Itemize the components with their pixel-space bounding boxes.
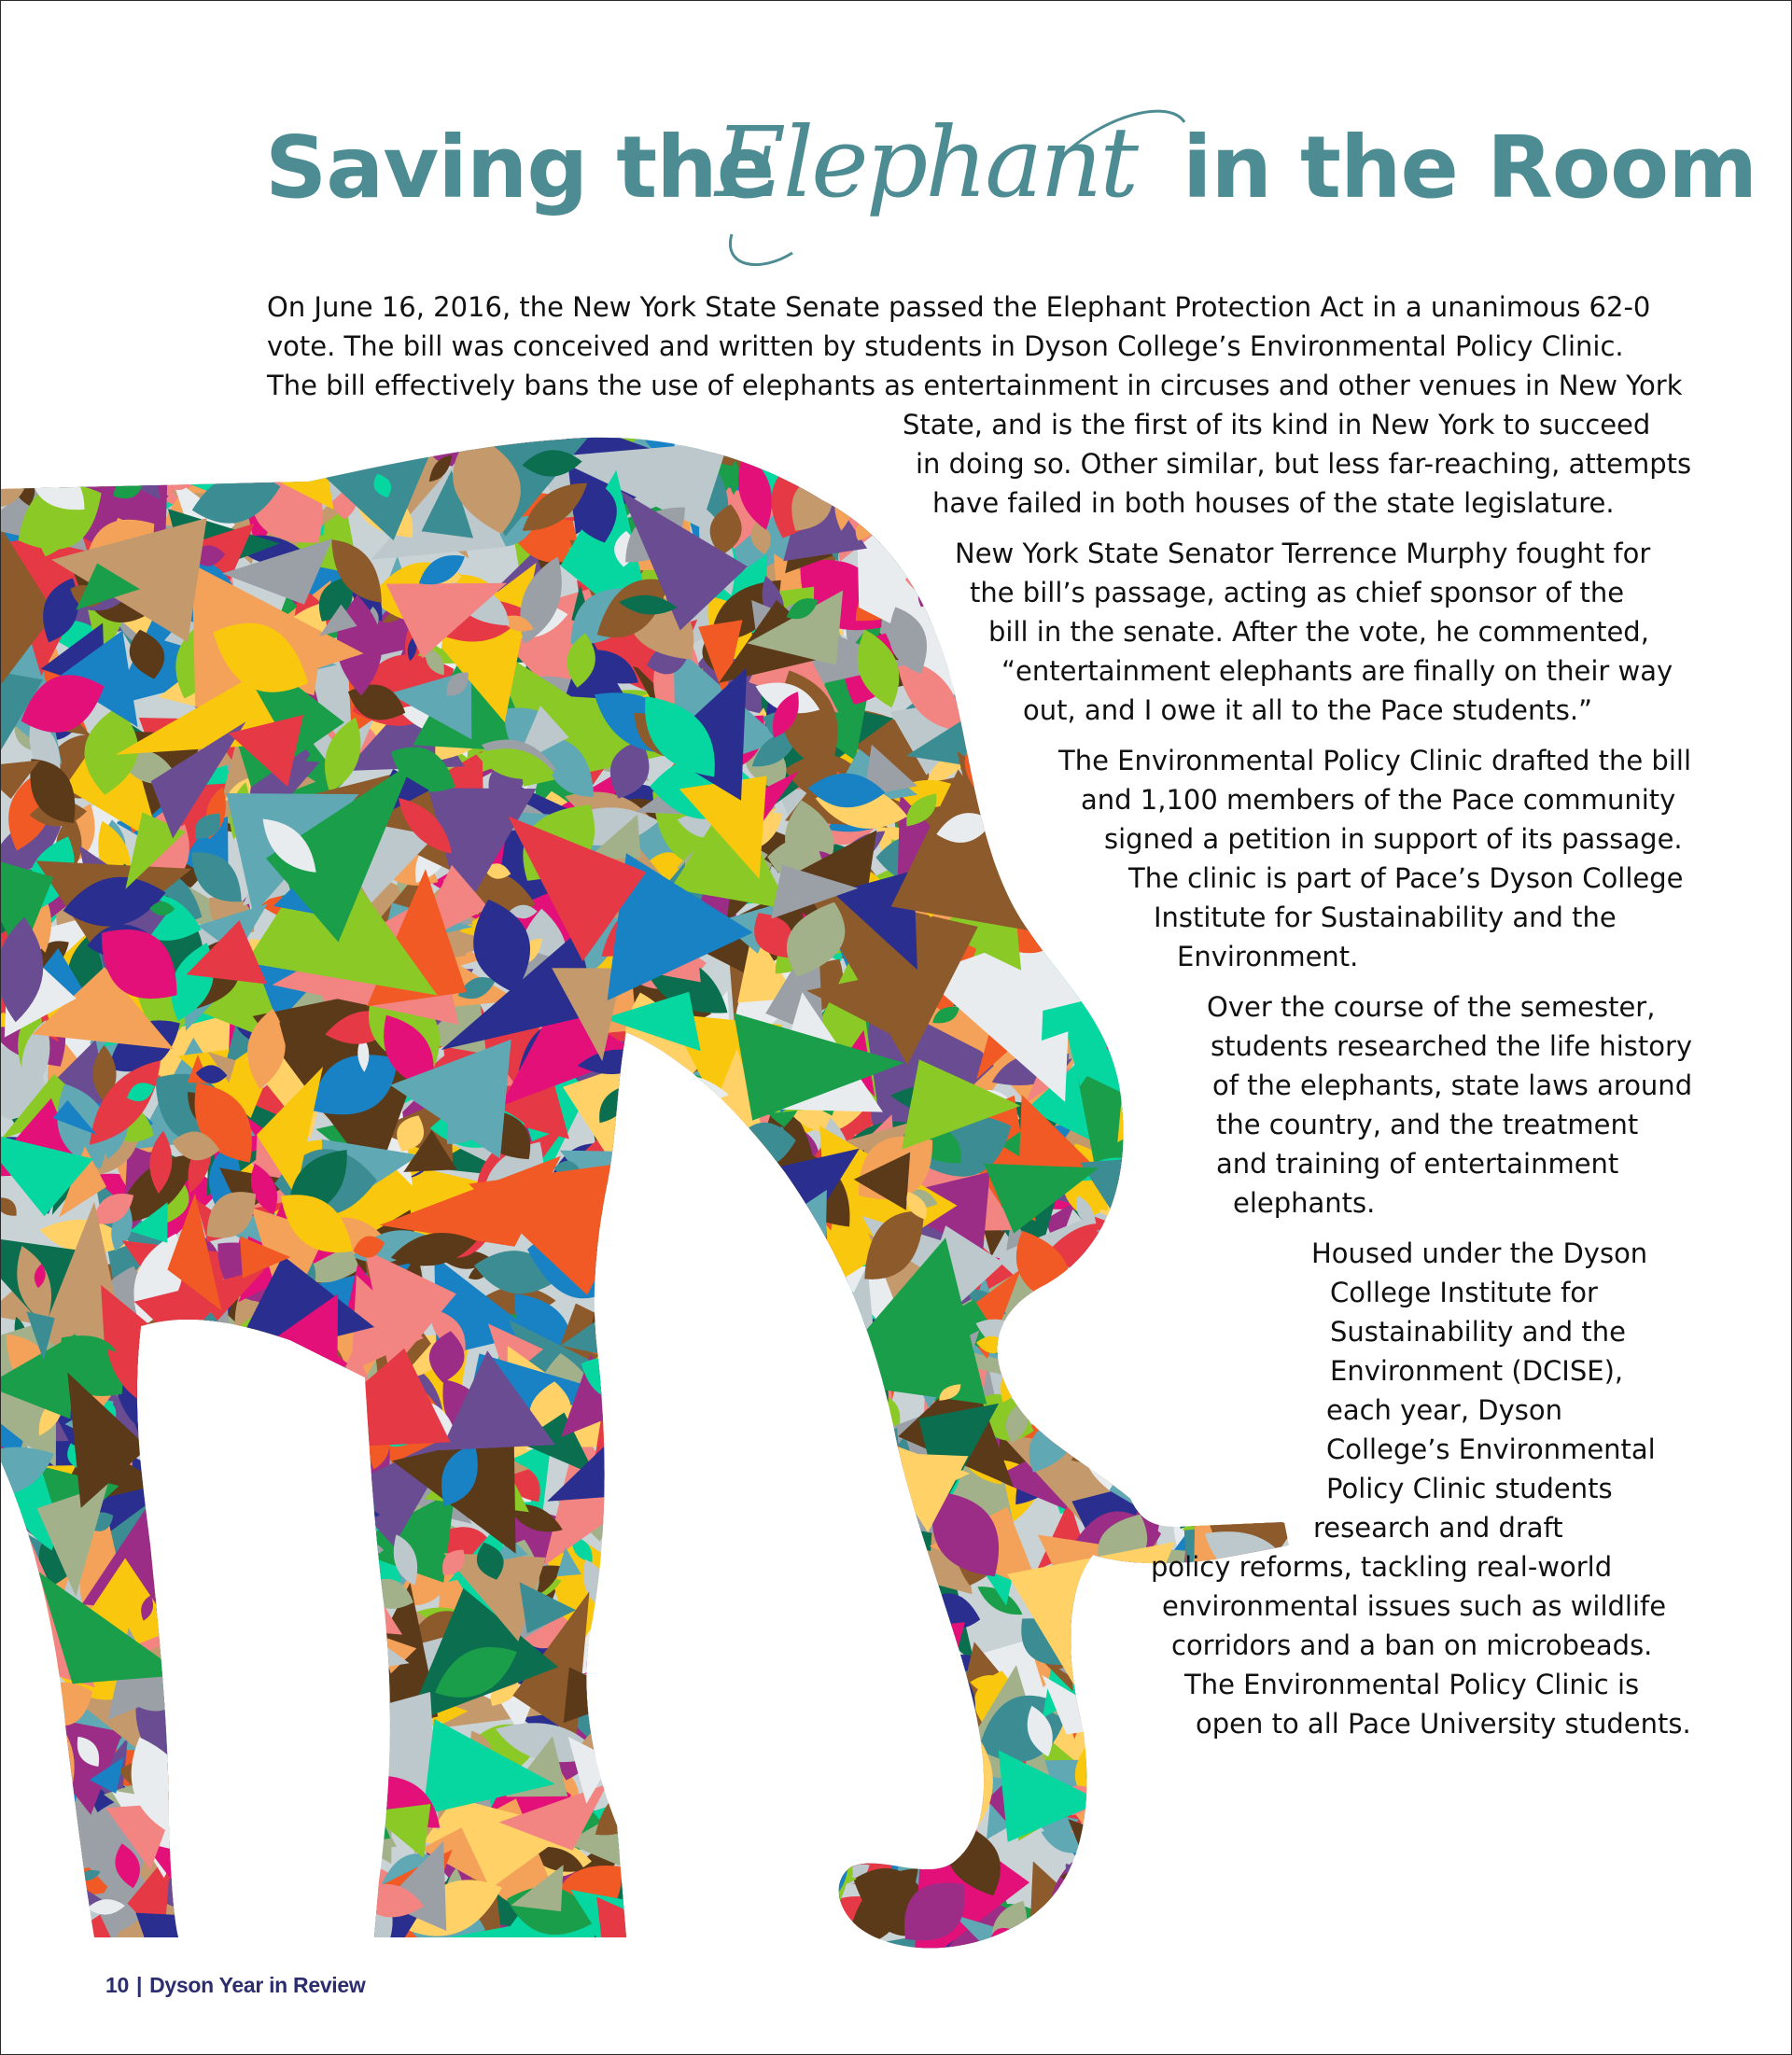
title-part-2: in the Room <box>1183 118 1757 217</box>
mosaic-piece <box>714 1868 749 1897</box>
paragraph-5-line: Policy Clinic students <box>1326 1473 1613 1504</box>
mosaic-piece <box>1185 1796 1299 1936</box>
paragraph-5-line: Environment (DCISE), <box>1330 1355 1624 1387</box>
mosaic-piece <box>734 1824 844 1904</box>
mosaic-piece <box>1 1794 57 1876</box>
mosaic-piece <box>182 1788 270 1864</box>
mosaic-piece <box>1150 1861 1218 1908</box>
mosaic-piece <box>820 1849 853 1878</box>
paragraph-5-line: policy reforms, tackling real-world <box>1151 1551 1613 1583</box>
mosaic-piece <box>30 1774 66 1853</box>
mosaic-piece <box>1169 1835 1205 1892</box>
paragraph-5-line: each year, Dyson <box>1326 1394 1563 1426</box>
mosaic-piece <box>1084 1798 1136 1843</box>
article-body <box>1 1 1792 1774</box>
mosaic-piece <box>576 1952 604 1956</box>
mosaic-piece <box>1135 1858 1186 1883</box>
mosaic-piece <box>348 1793 373 1861</box>
mosaic-piece <box>310 1936 352 1956</box>
mosaic-piece <box>1119 1881 1151 1921</box>
mosaic-piece <box>1168 1850 1223 1899</box>
paragraph-3-line: and 1,100 members of the Pace community <box>1081 784 1676 816</box>
mosaic-piece <box>1127 1938 1163 1956</box>
mosaic-piece <box>687 1873 793 1956</box>
mosaic-piece <box>1 1843 18 1891</box>
paragraph-3-line: signed a petition in support of its passage. <box>1104 823 1683 855</box>
paragraph-4-line: Over the course of the semester, <box>1207 991 1656 1023</box>
mosaic-piece <box>1185 1929 1203 1952</box>
mosaic-piece <box>1162 1846 1231 1951</box>
mosaic-piece <box>212 1855 229 1880</box>
mosaic-piece <box>327 1811 362 1835</box>
mosaic-piece <box>1072 1852 1110 1877</box>
mosaic-piece <box>192 1786 273 1889</box>
mosaic-piece <box>242 1853 271 1871</box>
mosaic-piece <box>5 1914 46 1946</box>
mosaic-piece <box>720 1831 792 1905</box>
mosaic-piece <box>1085 1900 1168 1933</box>
mosaic-piece <box>1212 1941 1286 1956</box>
paragraph-5-line: College Institute for <box>1330 1277 1598 1308</box>
mosaic-piece <box>1 1762 75 1922</box>
mosaic-piece <box>315 1795 390 1839</box>
mosaic-piece <box>831 1801 857 1835</box>
mosaic-piece <box>637 1792 742 1918</box>
mosaic-piece <box>724 1854 844 1956</box>
mosaic-piece <box>1106 1745 1227 1954</box>
mosaic-piece <box>1083 1853 1126 1897</box>
title-part-1: Saving the <box>265 118 775 217</box>
paragraph-2-line: the bill’s passage, acting as chief sponsor of the <box>970 577 1625 608</box>
mosaic-piece <box>917 1796 955 1817</box>
mosaic-piece <box>286 1783 357 1814</box>
mosaic-piece <box>627 1890 697 1950</box>
paragraph-3-line: Environment. <box>1177 941 1359 972</box>
paragraph-5-line: Sustainability and the <box>1330 1316 1626 1348</box>
mosaic-piece <box>724 1804 847 1951</box>
mosaic-piece <box>645 1893 730 1950</box>
mosaic-piece <box>1129 1843 1163 1867</box>
mosaic-piece <box>259 1813 286 1856</box>
footer-separator: | <box>135 1973 143 1997</box>
mosaic-piece <box>1199 1782 1239 1820</box>
mosaic-piece <box>1194 1795 1217 1842</box>
mosaic-piece <box>688 1879 761 1956</box>
mosaic-piece <box>1141 1862 1169 1939</box>
mosaic-piece <box>1285 1869 1298 1913</box>
mosaic-piece <box>765 1850 842 1922</box>
mosaic-piece <box>763 1886 822 1910</box>
mosaic-piece <box>208 1910 279 1956</box>
mosaic-piece <box>603 1782 746 1866</box>
mosaic-piece <box>329 1884 352 1898</box>
paragraph-2-line: out, and I owe it all to the Pace students.” <box>1023 694 1593 726</box>
mosaic-piece <box>1230 1840 1276 1896</box>
page-footer <box>105 1973 365 1998</box>
mosaic-piece <box>328 1882 372 1941</box>
paragraph-4-line: the country, and the treatment <box>1216 1109 1639 1140</box>
mosaic-piece <box>1220 1779 1275 1822</box>
mosaic-piece <box>306 1865 365 1924</box>
paragraph-5-line: College’s Environmental <box>1326 1433 1656 1465</box>
mosaic-piece <box>721 1874 778 1957</box>
mosaic-piece <box>168 1784 209 1838</box>
mosaic-piece <box>312 1856 354 1956</box>
mosaic-piece <box>868 1798 947 1825</box>
mosaic-piece <box>306 1815 341 1880</box>
mosaic-piece <box>703 1907 732 1950</box>
mosaic-piece <box>211 1877 321 1956</box>
mosaic-piece <box>1225 1858 1296 1904</box>
mosaic-piece <box>1245 1856 1292 1896</box>
mosaic-piece <box>721 1854 741 1882</box>
mosaic-piece <box>214 1920 228 1949</box>
paragraph-5-line: The Environmental Policy Clinic is <box>1184 1669 1640 1700</box>
mosaic-piece <box>1245 1940 1276 1956</box>
mosaic-piece <box>228 1814 279 1854</box>
mosaic-piece <box>638 1876 694 1936</box>
mosaic-piece <box>745 1909 762 1934</box>
mosaic-piece <box>612 1801 644 1821</box>
paragraph-4-line: and training of entertainment <box>1216 1148 1619 1180</box>
mosaic-piece <box>17 1784 50 1810</box>
mosaic-piece <box>335 1897 377 1956</box>
paragraph-1-line: in doing so. Other similar, but less far-reaching, attempts <box>916 448 1692 480</box>
paragraph-1-line: have failed in both houses of the state legislature. <box>932 487 1615 519</box>
mosaic-piece <box>1 1888 34 1954</box>
mosaic-piece <box>257 1818 333 1896</box>
mosaic-piece <box>1217 1796 1274 1842</box>
paragraph-4-line: of the elephants, state laws around <box>1212 1069 1693 1101</box>
mosaic-piece <box>1084 1791 1143 1877</box>
mosaic-piece <box>323 1786 352 1848</box>
mosaic-piece <box>1124 1881 1166 1907</box>
mosaic-piece <box>1252 1839 1280 1869</box>
mosaic-piece <box>181 1861 321 1945</box>
mosaic-piece <box>509 1949 534 1956</box>
mosaic-piece <box>801 1801 849 1831</box>
mosaic-piece <box>280 1817 334 1854</box>
mosaic-piece <box>1070 1918 1099 1938</box>
mosaic-piece <box>191 1844 285 1956</box>
paragraph-5-line: research and draft <box>1313 1512 1563 1544</box>
mosaic-piece <box>731 1764 782 1868</box>
mosaic-piece <box>533 1935 588 1956</box>
mosaic-piece <box>271 1805 302 1834</box>
mosaic-piece <box>167 1843 192 1858</box>
mosaic-piece <box>292 1887 320 1898</box>
mosaic-piece <box>260 1901 318 1956</box>
mosaic-piece <box>757 1906 822 1933</box>
mosaic-piece <box>1 1817 51 1880</box>
mosaic-piece <box>1155 1800 1172 1819</box>
paragraph-1-line: State, and is the first of its kind in New York to succeed <box>903 409 1651 440</box>
mosaic-piece <box>237 1830 306 1874</box>
mosaic-piece <box>1190 1910 1252 1957</box>
mosaic-piece <box>324 1812 392 1864</box>
paragraph-5-line: environmental issues such as wildlife <box>1162 1590 1667 1622</box>
paragraph-1-line: On June 16, 2016, the New York State Senate passed the Elephant Protection Act in a unanimous 62-0 <box>267 291 1651 323</box>
mosaic-piece <box>236 1800 301 1894</box>
mosaic-piece <box>1160 1880 1232 1956</box>
mosaic-piece <box>1055 1895 1113 1956</box>
mosaic-piece <box>1066 1864 1082 1882</box>
mosaic-piece <box>765 1791 803 1858</box>
mosaic-piece <box>671 1822 816 1917</box>
paragraph-5-line: corridors and a ban on microbeads. <box>1171 1629 1653 1661</box>
mosaic-piece <box>278 1838 347 1906</box>
mosaic-piece <box>1068 1819 1217 1935</box>
mosaic-piece <box>1297 1896 1298 1931</box>
mosaic-piece <box>1297 1889 1298 1915</box>
mosaic-piece <box>135 1913 236 1956</box>
paragraph-1-line: The bill effectively bans the use of elephants as entertainment in circuses and other venues in New York <box>267 370 1683 401</box>
mosaic-piece <box>1289 1922 1298 1956</box>
mosaic-piece <box>753 1844 851 1934</box>
paragraph-3-line: The clinic is part of Pace’s Dyson College <box>1128 862 1684 894</box>
mosaic-piece <box>1132 1843 1243 1900</box>
title-script-word: Elephant <box>715 105 1137 219</box>
mosaic-piece <box>701 1807 830 1956</box>
paragraph-5-line: Housed under the Dyson <box>1311 1237 1648 1269</box>
mosaic-piece <box>795 1845 839 1912</box>
paragraph-3-line: The Environmental Policy Clinic drafted the bill <box>1058 745 1692 776</box>
paragraph-4-line: elephants. <box>1233 1187 1376 1219</box>
mosaic-piece <box>1133 1810 1200 1863</box>
mosaic-piece <box>685 1880 759 1956</box>
mosaic-piece <box>281 1798 320 1865</box>
mosaic-piece <box>192 1774 267 1810</box>
mosaic-piece <box>1130 1931 1195 1956</box>
paragraph-4-line: students researched the life history <box>1211 1030 1693 1062</box>
mosaic-piece <box>1164 1783 1255 1841</box>
mosaic-piece <box>1198 1805 1227 1885</box>
mosaic-piece <box>691 1840 724 1887</box>
mosaic-piece <box>227 1799 379 1945</box>
mosaic-piece <box>634 1776 663 1815</box>
mosaic-piece <box>1111 1865 1156 1902</box>
mosaic-piece <box>1 1876 26 1922</box>
mosaic-piece <box>164 1804 254 1872</box>
paragraph-2-line: bill in the senate. After the vote, he commented, <box>988 616 1649 648</box>
mosaic-piece <box>744 1819 763 1841</box>
mosaic-piece <box>211 1926 222 1953</box>
mosaic-piece <box>1239 1805 1282 1864</box>
mosaic-piece <box>216 1833 313 1866</box>
mosaic-piece <box>621 1871 649 1911</box>
mosaic-piece <box>1 1838 96 1945</box>
mosaic-piece <box>634 1863 753 1956</box>
mosaic-piece <box>1089 1803 1108 1830</box>
mosaic-piece <box>286 1826 324 1866</box>
mosaic-piece <box>801 1791 905 1866</box>
mosaic-piece <box>1118 1909 1210 1956</box>
mosaic-piece <box>1184 1837 1240 1928</box>
paragraph-3-line: Institute for Sustainability and the <box>1154 902 1617 933</box>
paragraph-2-line: “entertainment elephants are finally on their way <box>1001 655 1673 687</box>
publication-name: Dyson Year in Review <box>149 1973 366 1997</box>
mosaic-piece <box>1017 1946 1073 1956</box>
paragraph-1-line: vote. The bill was conceived and written by students in Dyson College’s Environmental Policy Clinic. <box>267 330 1624 362</box>
mosaic-piece <box>206 1769 338 1869</box>
paragraph-5-line: open to all Pace University students. <box>1196 1708 1691 1740</box>
mosaic-piece <box>288 1921 338 1954</box>
mosaic-piece <box>640 1930 660 1953</box>
mosaic-piece <box>684 1782 728 1859</box>
mosaic-piece <box>41 1900 84 1957</box>
paragraph-2-line: New York State Senator Terrence Murphy fought for <box>955 538 1651 569</box>
mosaic-piece <box>449 1950 497 1957</box>
mosaic-piece <box>1102 1908 1143 1944</box>
mosaic-piece <box>1117 1915 1204 1956</box>
mosaic-piece <box>1202 1928 1239 1956</box>
mosaic-piece <box>832 1798 871 1818</box>
mosaic-piece <box>596 1897 683 1956</box>
page-number: 10 <box>105 1973 129 1997</box>
mosaic-piece <box>52 1935 82 1955</box>
mosaic-piece <box>629 1867 711 1909</box>
